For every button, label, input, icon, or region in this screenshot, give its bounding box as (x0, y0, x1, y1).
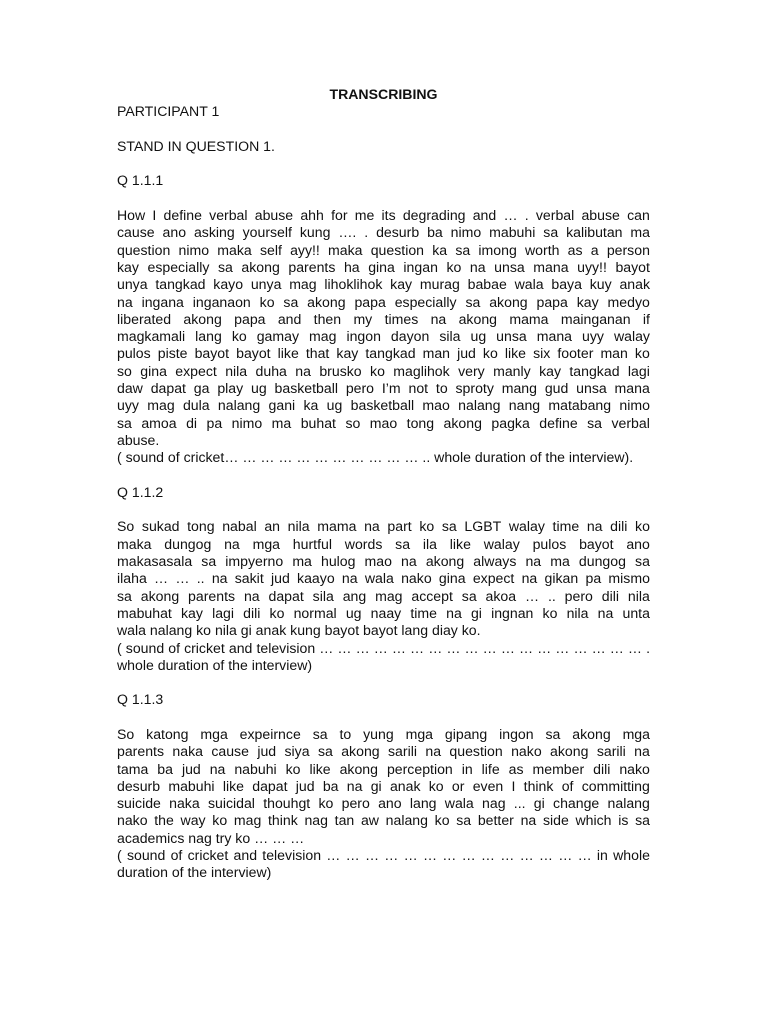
answer-line: na ingana inganaon ko sa akong papa especially sa akong papa kay medyo (117, 293, 650, 310)
answer-line: nako the way ko mag think nag tan aw nalang ko sa better na side which is sa (117, 812, 650, 829)
answer-line: so gina expect nila duha na brusko ko maglihok very manly kay tangkad lagi (117, 362, 650, 379)
background-note-line: ( sound of cricket… … … … … … … … … … … .. whole duration of the interview). (117, 449, 634, 466)
question-section (117, 172, 650, 483)
answer-line: ilaha … … .. na sakit jud kaayo na wala nako gina expect na gikan pa mismo (117, 570, 650, 587)
background-note-line: ( sound of cricket and television … … … … … … … … … … … … … … … … … … . (117, 639, 650, 656)
answer-line: desurb mabuhi like dapat jud ba na gi anak ko or even I think of committing (117, 777, 650, 794)
answer-line: suicide naka suicidal thouhgt ko pero ano lang wala nag ... gi change nalang (117, 795, 650, 812)
answer-line: pulos piste bayot bayot like that kay tangkad man jud ko like six footer man ko (117, 345, 650, 362)
answer-line: uyy mag dula nalang gani ka ug basketball mao nalang nang matabang nimo (117, 397, 650, 414)
answer-line: sa amoa di pa nimo ma buhat so mao tong akong pagka define sa verbal (117, 414, 650, 431)
answer-line: kay especially sa akong parents ha gina ingan ko na unsa mana uyy!! bayot (117, 258, 650, 275)
answer-paragraph (117, 518, 650, 674)
answer-line: maka dungog na mga hurtful words sa ila like walay pulos bayot ano (117, 535, 650, 552)
question-label: Q 1.1.1 (117, 172, 164, 189)
participant-heading: PARTICIPANT 1 (117, 103, 220, 120)
answer-line: How I define verbal abuse ahh for me its degrading and … . verbal abuse can (117, 207, 650, 224)
background-note-line: whole duration of the interview) (117, 656, 313, 673)
question-section (117, 484, 650, 692)
answer-line: academics nag try ko … … … (117, 829, 305, 846)
answer-line: mabuhat kay lagi dili ko normal ug naay time na gi ingnan ko nila na unta (117, 604, 650, 621)
answer-line: cause ano asking yourself kung …. . desurb ba nimo mabuhi sa kalibutan ma (117, 224, 650, 241)
answer-line: So katong mga expeirnce sa to yung mga gipang ingon sa akong mga (117, 725, 650, 742)
transcript-sections (117, 172, 650, 881)
answer-line: daw dapat ga play ug basketball pero I’m not to sproty mang gud unsa mana (117, 380, 650, 397)
background-note-line: ( sound of cricket and television … … … … … … … … … … … … … … in whole (117, 847, 650, 864)
question-section (117, 691, 650, 881)
document-title: TRANSCRIBING (329, 86, 438, 102)
answer-line: question nimo maka self ayy!! maka question ka sa imong worth as a person (117, 241, 650, 258)
answer-line: magkamali lang ko gamay mag ingon dayon sila ug unsa mana uyy walay (117, 328, 650, 345)
document-page (117, 86, 650, 882)
answer-line: liberated akong papa and then my times na akong mama mainganan if (117, 310, 650, 327)
answer-line: parents naka cause jud siya sa akong sarili na question nako akong sarili na (117, 743, 650, 760)
answer-line: makasasala sa impyerno ma hulog mao na akong always na ma dungog sa (117, 553, 650, 570)
answer-line: unya tangkad kayo unya mag lihoklihok kay murag babae wala baya kuy anak (117, 276, 650, 293)
answer-line: So sukad tong nabal an nila mama na part ko sa LGBT walay time na dili ko (117, 518, 650, 535)
question-label: Q 1.1.2 (117, 483, 164, 500)
answer-paragraph (117, 726, 650, 882)
stand-heading: STAND IN QUESTION 1. (117, 137, 275, 154)
question-label: Q 1.1.3 (117, 691, 164, 708)
answer-paragraph (117, 207, 650, 466)
background-note-line: duration of the interview) (117, 864, 272, 881)
answer-line: abuse. (117, 431, 160, 448)
answer-line: tama ba jud na nabuhi ko like akong perception in life as member dili nako (117, 760, 650, 777)
answer-line: wala nalang ko nila gi anak kung bayot bayot lang diay ko. (117, 622, 481, 639)
answer-line: sa akong parents na dapat sila ang mag accept sa akoa … .. pero dili nila (117, 587, 650, 604)
